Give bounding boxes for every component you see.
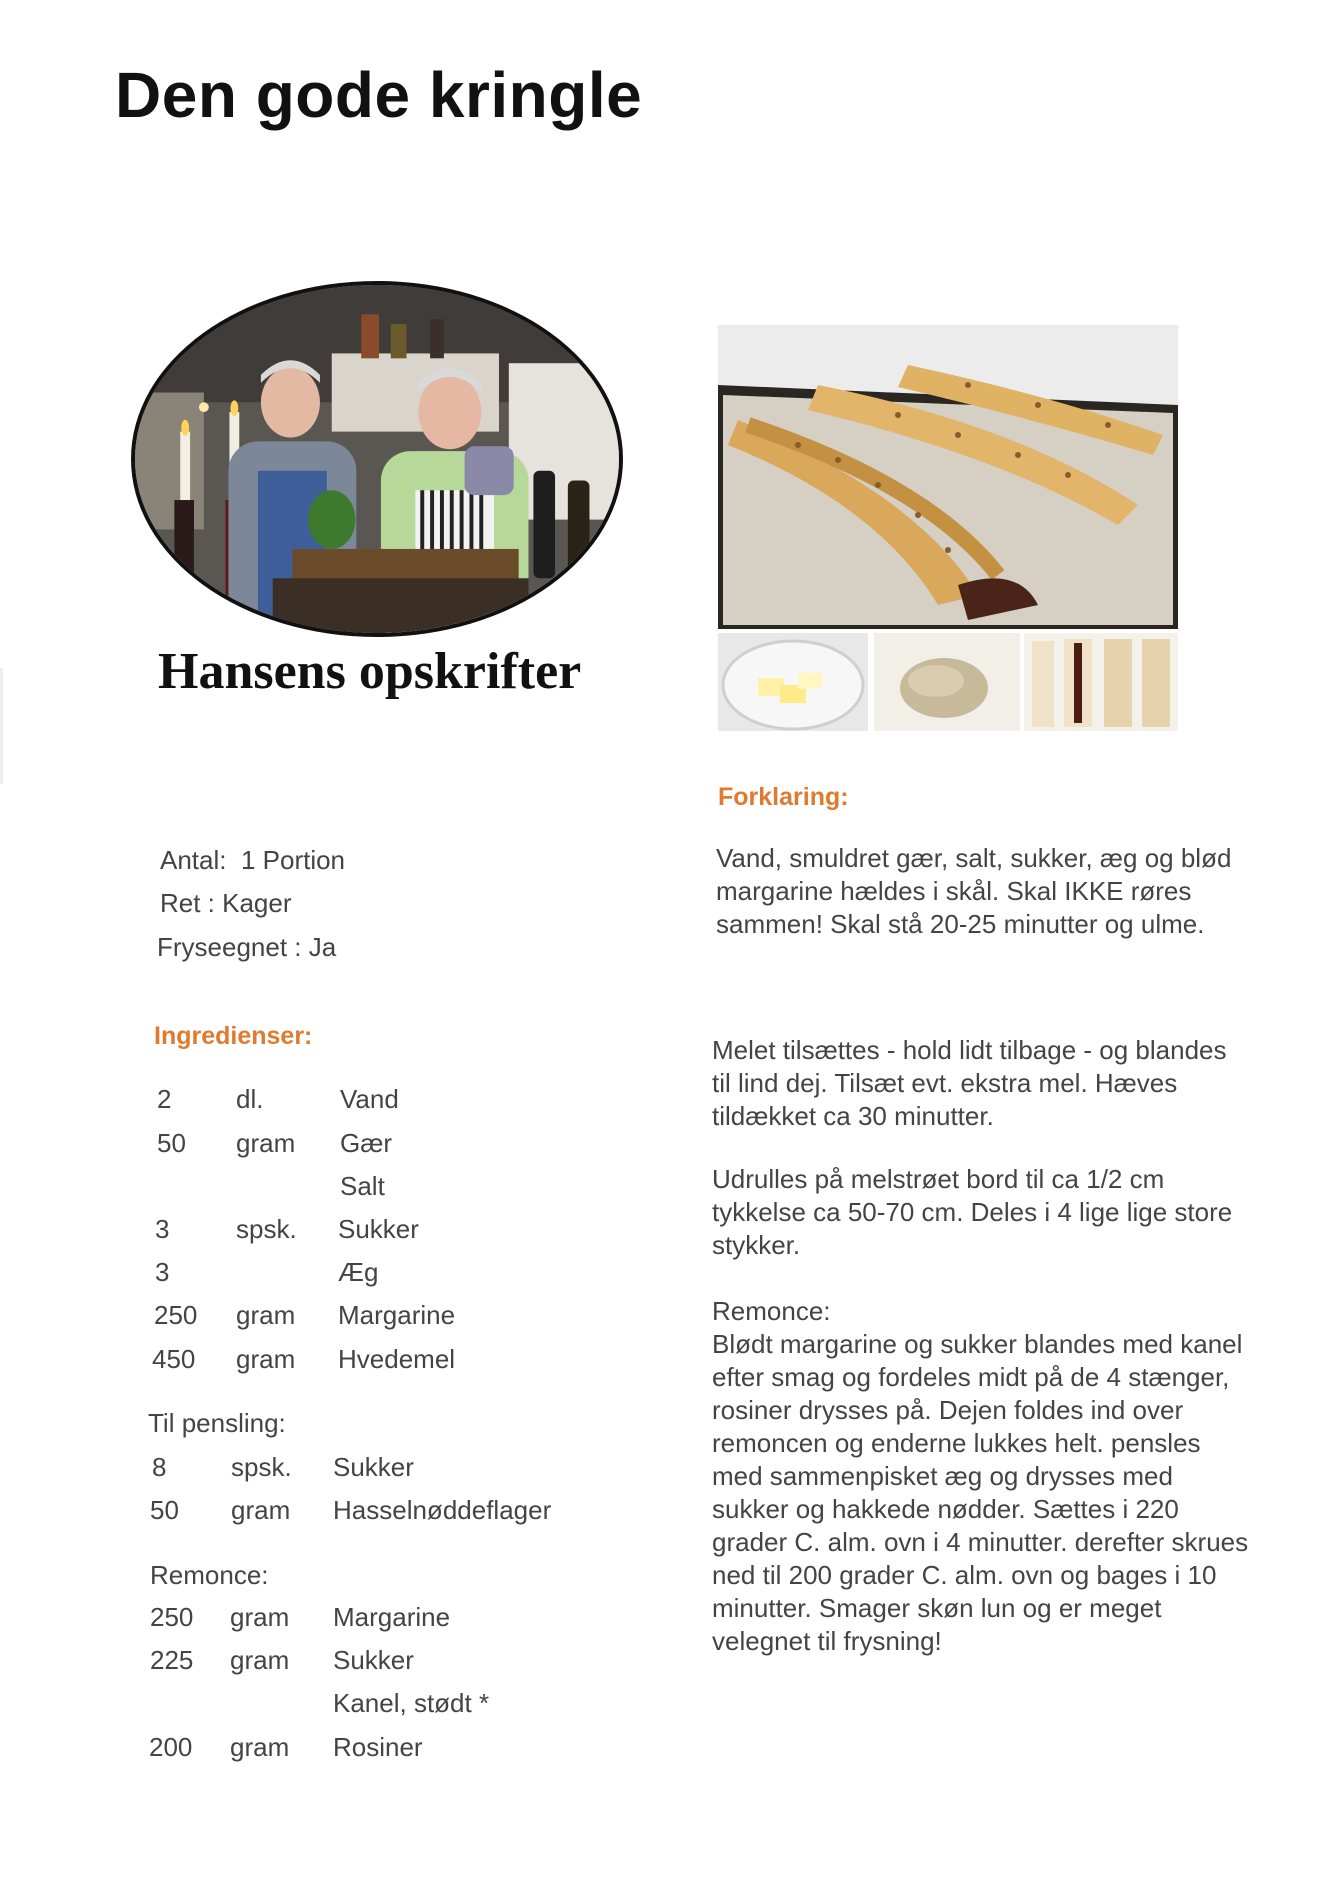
- instruction-step-2: Melet tilsættes - hold lidt tilbage - og blandes til lind dej. Tilsæt evt. ekstra mel. Hæves tildækket ca 30 minutter.: [712, 1035, 1227, 1131]
- freezable-info: Fryseegnet : Ja: [157, 932, 337, 962]
- ingredient-row: [0, 1688, 700, 1728]
- dish-type: Ret : Kager: [160, 888, 292, 918]
- butter-bowl-photo: [718, 633, 868, 731]
- ingredient-unit: dl.: [236, 1084, 264, 1114]
- ingredient-name: Æg: [338, 1257, 379, 1287]
- ingredient-qty: 3: [155, 1257, 170, 1287]
- ingredient-qty: 3: [155, 1214, 170, 1244]
- ingredient-name: Margarine: [338, 1300, 456, 1330]
- ingredient-name: Salt: [340, 1171, 385, 1201]
- explanation-heading: Forklaring:: [718, 783, 849, 811]
- portion-info: [160, 845, 345, 876]
- ingredient-name: Vand: [340, 1084, 399, 1114]
- ingredient-unit: gram: [230, 1732, 290, 1762]
- ingredient-row: [0, 1214, 700, 1254]
- ingredient-name: Sukker: [333, 1645, 414, 1675]
- ingredient-name: Margarine: [333, 1602, 451, 1632]
- ingredient-row: [0, 1602, 700, 1642]
- ingredient-unit: gram: [230, 1602, 290, 1632]
- ingredient-unit: spsk.: [231, 1452, 292, 1482]
- antal-value: 1 Portion: [240, 845, 346, 875]
- instruction-step-3: Udrulles på melstrøet bord til ca 1/2 cm tykkelse ca 50-70 cm. Deles i 4 lige lige store stykker.: [712, 1164, 1233, 1260]
- ingredient-row: [0, 1257, 700, 1297]
- ingredient-unit: gram: [236, 1128, 296, 1158]
- ingredient-row: [0, 1732, 700, 1772]
- instruction-step-1: Vand, smuldret gær, salt, sukker, æg og blød margarine hældes i skål. Skal IKKE røres sammen! Skal stå 20-25 minutter og ulme.: [716, 843, 1232, 939]
- ingredient-qty: 250: [154, 1300, 198, 1330]
- ingredient-qty: 250: [150, 1602, 194, 1632]
- instruction-filling-heading: Remonce:: [712, 1296, 831, 1326]
- ingredient-qty: 8: [152, 1452, 167, 1482]
- dough-ball-photo: [874, 633, 1020, 731]
- ingredient-qty: 450: [152, 1344, 196, 1374]
- ingredient-row: [0, 1495, 700, 1535]
- antal-label: Antal:: [160, 845, 227, 875]
- kringle-tray-photo: [718, 325, 1178, 629]
- ingredient-name: Sukker: [338, 1214, 419, 1244]
- ingredient-name: Sukker: [333, 1452, 414, 1482]
- ingredients-heading: Ingredienser:: [154, 1022, 313, 1050]
- ingredient-row: [0, 1084, 700, 1124]
- ingredient-unit: gram: [231, 1495, 291, 1525]
- ingredient-row: [0, 1645, 700, 1685]
- ingredient-name: Rosiner: [333, 1732, 423, 1762]
- ingredient-name: Kanel, stødt *: [333, 1688, 490, 1718]
- ingredient-name: Gær: [340, 1128, 392, 1158]
- page-edge-mark: [0, 668, 3, 784]
- ingredient-qty: 50: [150, 1495, 179, 1525]
- filling-heading: Remonce:: [150, 1560, 269, 1590]
- ingredient-row: [0, 1128, 700, 1168]
- ingredient-row: [0, 1344, 700, 1384]
- ingredient-name: Hasselnøddeflager: [333, 1495, 552, 1525]
- chefs-photo: [131, 281, 623, 637]
- ingredient-qty: 50: [157, 1128, 186, 1158]
- ingredient-unit: spsk.: [236, 1214, 297, 1244]
- ingredient-unit: gram: [230, 1645, 290, 1675]
- ingredient-name: Hvedemel: [338, 1344, 456, 1374]
- ingredient-qty: 2: [157, 1084, 172, 1114]
- instruction-step-4: Blødt margarine og sukker blandes med kanel efter smag og fordeles midt på de 4 stænger, rosiner drysses på. Dejen foldes ind over remoncen og enderne lukkes helt. pensles med sammenpisket æg og drysses med sukker og hakkede nødder. Sættes i 220 grader C. alm. ovn i 4 minutter. derefter skrues ned til 200 grader C. alm. ovn og bages i 10 minutter. Smager skøn lun og er meget velegnet til frysning!: [712, 1329, 1249, 1656]
- ingredient-qty: 200: [149, 1732, 193, 1762]
- page-title: Den gode kringle: [115, 59, 643, 131]
- ingredient-qty: 225: [150, 1645, 194, 1675]
- filled-strips-photo: [1024, 633, 1178, 731]
- ingredient-row: [0, 1171, 700, 1211]
- subtitle: Hansens opskrifter: [158, 643, 582, 700]
- ingredient-unit: gram: [236, 1344, 296, 1374]
- ingredient-unit: gram: [236, 1300, 296, 1330]
- brushing-heading: Til pensling:: [148, 1408, 286, 1438]
- ingredient-row: [0, 1452, 700, 1492]
- ingredient-row: [0, 1300, 700, 1340]
